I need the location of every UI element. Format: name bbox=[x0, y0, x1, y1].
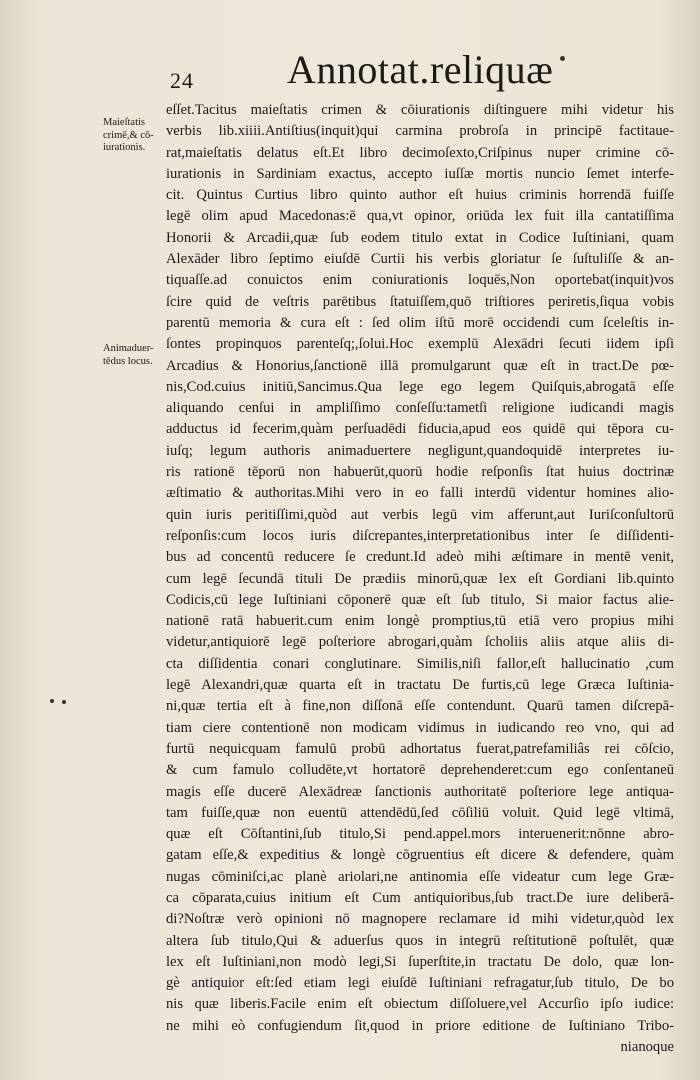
text-line: verbis lib.xiiii.Antiſtius(inquit)qui carmina probroſa in principē factitaue- bbox=[166, 123, 674, 140]
text-line: nis quæ liberis.Facile enim eſt obiectum diſſoluere,vel Accurſio ipſo iudice: bbox=[166, 996, 674, 1013]
text-line: reſponſis:cum locos iuris diſcrepantes,interpretationibus inter ſe diſſidenti- bbox=[166, 527, 674, 544]
text-line: Honorii & Arcadii,quæ ſub eodem titulo extat in Codice Iuſtiniani, quam bbox=[166, 229, 674, 246]
text-line: legē olim apud Macedonas:ē qua,vt opinor, oriūda lex fuit illa cantatiſſima bbox=[166, 208, 674, 225]
text-line: adductus id fecerim,quàm perſuadēdi fiducia,apud eos quidē qui tēpora cu- bbox=[166, 421, 674, 438]
text-line: ne mihi eò confugiendum ſit,quod in priore editione de Iuſtiniano Tribo- bbox=[166, 1017, 674, 1034]
margin-note-animaduertendus bbox=[103, 343, 167, 368]
text-line: Alexāder libro ſeptimo eiuſdē Curtii his verbis gloriatur ſe ſuſtuliſſe & an- bbox=[166, 251, 674, 268]
margin-note-line: crimē,& cō- bbox=[103, 129, 154, 141]
text-line: & cum famulo colludēte,vt hortatorē deprehenderet:cum ego conſentaneū bbox=[166, 762, 674, 779]
text-line: di?Noſtræ verò opinioni nō magnopere reclamare id mihi videtur,quòd lex bbox=[166, 911, 674, 928]
ink-speck bbox=[62, 700, 66, 704]
text-line: quæ eſt Cōſtantini,ſub titulo,Si pend.appel.mors interuenerit:nōnne abro- bbox=[166, 826, 674, 843]
text-line: eſſet.Tacitus maieſtatis crimen & cōiurationis diſtinguere mihi videtur his bbox=[166, 102, 674, 118]
text-line: Codicis,cū lege Iuſtiniani cōponerē quæ eſt ſub titulo, Si maior factus alie- bbox=[166, 591, 674, 608]
text-line: ris rationē tēporū non habuerūt,quorū hodie reſponſis ſtat huius doctrinæ bbox=[166, 464, 674, 481]
text-line: furtū nequicquam famulū probū adhortatus fuerat,patrefamiliâs rei cōſcio, bbox=[166, 740, 674, 757]
text-line: tam fuiſſe,quæ non euentū attendēdū,ſed cōſiliū voluit. Quid legē vltimā, bbox=[166, 804, 674, 821]
text-line: videtur,antiquiorē legē poſteriore abrogari,quàm ſcholiis aliis atque aliis di- bbox=[166, 634, 674, 651]
text-line: tiquaſſe.ad conuictos enim coniurationis loquēs,Non oportebat(inquit)vos bbox=[166, 272, 674, 289]
text-line: altera ſub titulo,Qui & aduerſus quos in integrū reſtitutionē poſtulēt, quæ bbox=[166, 932, 674, 949]
text-line: rat,maieſtatis delatus eſt.Et libro decimoſexto,Criſpinus nuper crimine cō- bbox=[166, 144, 674, 161]
text-line: nugas cōminiſci,ac planè ariolari,ne antinomia eſſe videatur cum lege Græ- bbox=[166, 868, 674, 885]
text-line: cta diſſidentia conari conglutinare. Similis,niſi fallor,eſt hallucinatio ,cum bbox=[166, 655, 674, 672]
margin-note-line: iurationis. bbox=[103, 142, 146, 153]
text-line: cit. Quintus Curtius libro quinto author eſt huius criminis horrendā fuiſſe bbox=[166, 187, 674, 204]
margin-note-line: tēdus locus. bbox=[103, 355, 153, 367]
margin-note-line: Animaduer- bbox=[103, 343, 154, 354]
text-line: bus ad concentū reducere ſe credunt.Id adeò mihi æſtimare in mentē venit, bbox=[166, 549, 674, 566]
text-line: nationē ratā habuerit.cum enim longè promptius,tū etiā vero propius mihi bbox=[166, 613, 674, 630]
text-line: tiam ciere contentionē non modicam vidimus in iudicando reo vno, qui ad bbox=[166, 719, 674, 736]
text-line: lex eſt Iuſtiniani,non modò legi,Si ſuperſtite,in tractatu De dolo, quæ lon- bbox=[166, 953, 674, 970]
body-text bbox=[166, 100, 674, 1058]
text-line: Arcadius & Honorius,ſanctionē illā promulgarunt quæ eſt in tract.De pœ- bbox=[166, 357, 674, 374]
text-line: iuſq; legum authoris animaduertere negligunt,quandoquidē interpretes iu- bbox=[166, 442, 674, 459]
text-line: ſontes propinquos parenteſq;,ſolui.Hoc exemplū Alexādri ſecuti iidem ipſi bbox=[166, 336, 674, 353]
text-line: aliquando cenſui in ampliſſimo conſeſſu:tametſi religione iudicandi magis bbox=[166, 400, 674, 417]
text-line: legē Alexandri,quæ quarta eſt in tractatu De furtis,cū lege Græca Iuſtinia- bbox=[166, 677, 674, 694]
text-line: gatam eſſe,& expeditius & longè cōgruentius eſt dicere & defendere, quàm bbox=[166, 847, 674, 864]
text-line: iurationis in Sardiniam exactus, accepto iuſſæ mortis nuncio ſemet interfe- bbox=[166, 165, 674, 182]
text-line: cum legē ſecundā tituli De prædiis minorū,quæ lex eſt Gordiani lib.quinto bbox=[166, 570, 674, 587]
text-line: ſcire quid de veſtris parētibus ſtatuiſſem,quō triſtiores periretis,ſiqua vobis bbox=[166, 293, 674, 310]
page-number: 24 bbox=[170, 68, 194, 93]
catchword: nianoque bbox=[620, 1039, 674, 1056]
ink-speck bbox=[50, 699, 54, 703]
text-line: ca cōparata,cuius initium eſt Cum antiquioribus,ſub tract.De iure deliberā- bbox=[166, 889, 674, 906]
margin-note-line: Maieſtatis bbox=[103, 117, 145, 128]
text-line: æſtimatio & authoritas.Mihi vero in eo falli interdū videntur homines alio- bbox=[166, 485, 674, 502]
text-line: ni,quæ tertia eſt à fine,non diſſonā eſſe contendunt. Quarū tamen diſcrepā- bbox=[166, 698, 674, 715]
ink-speck bbox=[560, 56, 565, 61]
text-line: gè antiquior eſt:ſed etiam legi eiuſdē Iuſtiniani refragatur,ſub titulo, De bo bbox=[166, 975, 674, 992]
running-head: Annotat.reliquæ bbox=[287, 47, 554, 92]
text-line: quin iuris peritiſſimi,quòd aut verbis legū vim afferunt,aut Iuriſconſultorū bbox=[166, 506, 674, 523]
margin-note-maiestatis bbox=[103, 117, 167, 155]
text-line: nis,Cod.cuius initiū,Sancimus.Qua lege ego legem Quiſquis,abrogatā eſſe bbox=[166, 378, 674, 395]
text-line: parentū memoria & cura eſt : ſed olim iſtū morē occidendi cum ſceleſtis in- bbox=[166, 314, 674, 331]
text-line: magis eſſe ducerē Alexādreæ ſanctionis authoritatē poſteriore lege antiqua- bbox=[166, 783, 674, 800]
